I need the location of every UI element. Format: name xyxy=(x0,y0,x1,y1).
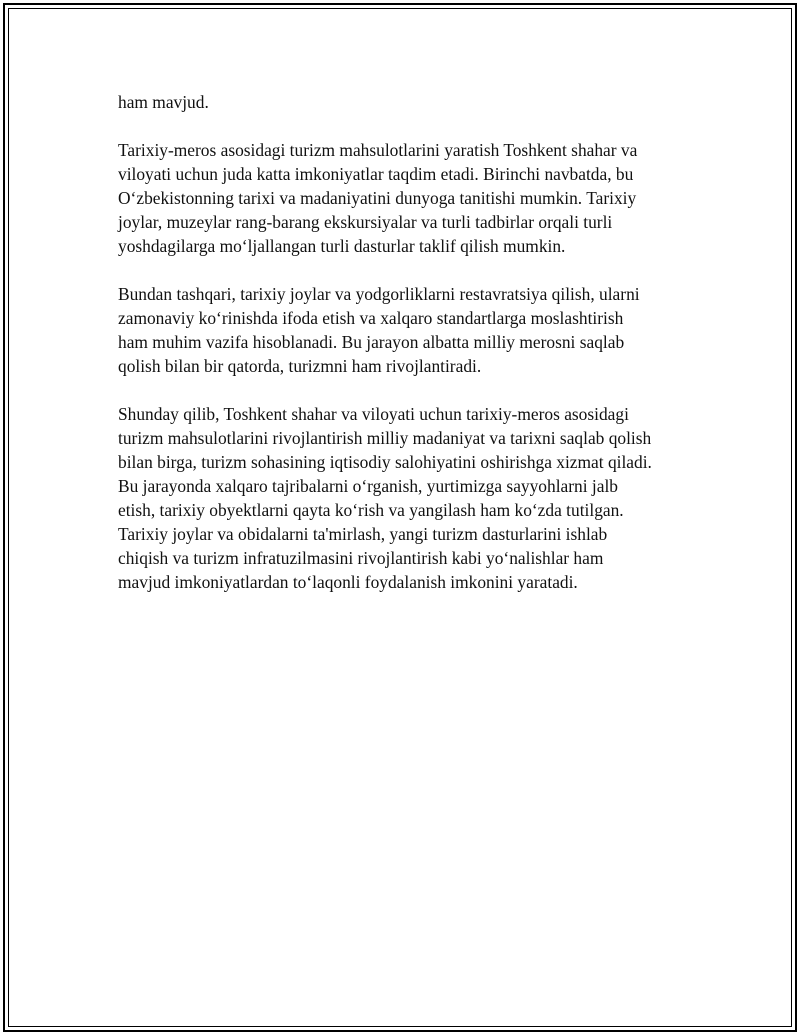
text-line: yoshdagilarga mo‘ljallangan turli dasturlar taklif qilish mumkin. xyxy=(118,236,566,256)
text-line: ham muhim vazifa hisoblanadi. Bu jarayon albatta milliy merosni saqlab xyxy=(118,332,625,352)
text-line: etish, tarixiy obyektlarni qayta ko‘rish va yangilash ham ko‘zda tutilgan. xyxy=(118,500,624,520)
text-line: viloyati uchun juda katta imkoniyatlar taqdim etadi. Birinchi navbatda, bu xyxy=(118,164,634,184)
text-line: Tarixiy-meros asosidagi turizm mahsulotlarini yaratish Toshkent shahar va xyxy=(118,140,638,160)
paragraph-1 xyxy=(118,90,688,114)
text-line: bilan birga, turizm sohasining iqtisodiy salohiyatini oshirishga xizmat qiladi. xyxy=(118,452,652,472)
document-body xyxy=(118,90,688,618)
text-line: zamonaviy ko‘rinishda ifoda etish va xalqaro standartlarga moslashtirish xyxy=(118,308,624,328)
text-line: Shunday qilib, Toshkent shahar va viloyati uchun tarixiy-meros asosidagi xyxy=(118,404,629,424)
text-line: Bu jarayonda xalqaro tajribalarni o‘rganish, yurtimizga sayyohlarni jalb xyxy=(118,476,618,496)
text-line: O‘zbekistonning tarixi va madaniyatini dunyoga tanitishi mumkin. Tarixiy xyxy=(118,188,637,208)
text-line: qolish bilan bir qatorda, turizmni ham rivojlantiradi. xyxy=(118,356,482,376)
paragraph-4 xyxy=(118,402,688,594)
text-line: chiqish va turizm infratuzilmasini rivojlantirish kabi yo‘nalishlar ham xyxy=(118,548,604,568)
paragraph-3 xyxy=(118,282,688,378)
text-line: Bundan tashqari, tarixiy joylar va yodgorliklarni restavratsiya qilish, ularni xyxy=(118,284,640,304)
text-line: joylar, muzeylar rang-barang ekskursiyalar va turli tadbirlar orqali turli xyxy=(118,212,613,232)
text-line: turizm mahsulotlarini rivojlantirish milliy madaniyat va tarixni saqlab qolish xyxy=(118,428,652,448)
text-line: Tarixiy joylar va obidalarni ta'mirlash, yangi turizm dasturlarini ishlab xyxy=(118,524,608,544)
text-line: ham mavjud. xyxy=(118,92,209,112)
text-line: mavjud imkoniyatlardan to‘laqonli foydalanish imkonini yaratadi. xyxy=(118,572,578,592)
paragraph-2 xyxy=(118,138,688,258)
